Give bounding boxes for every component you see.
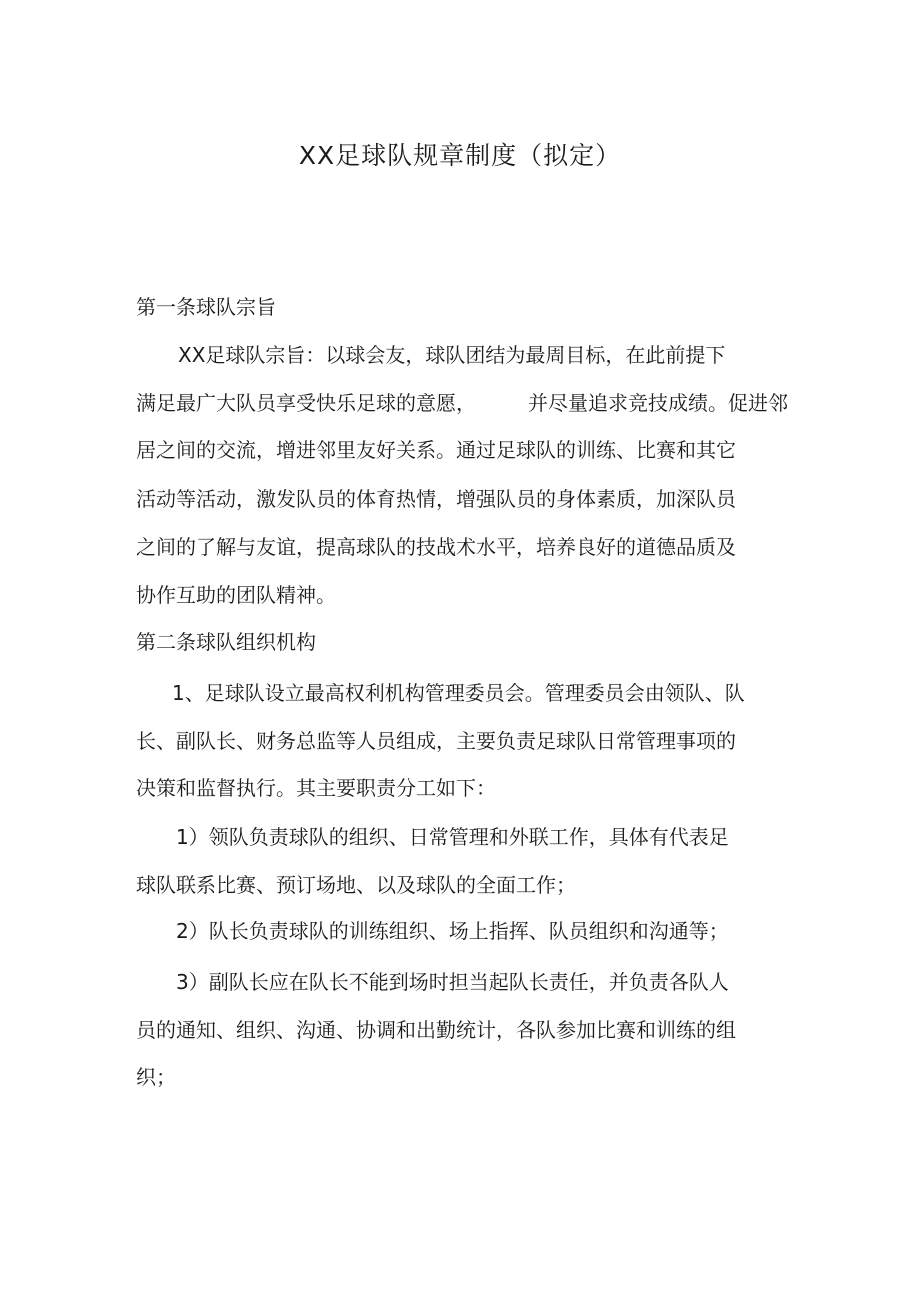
paragraph-line: XX足球队宗旨：以球会友，球队团结为最周目标，在此前提下: [178, 343, 726, 367]
paragraph-line: 织；: [136, 1065, 176, 1089]
paragraph-line: 1、足球队设立最高权利机构管理委员会。管理委员会由领队、队: [172, 681, 745, 705]
paragraph-line: 决策和监督执行。其主要职责分工如下：: [136, 776, 496, 800]
paragraph-line: 员的通知、组织、沟通、协调和出勤统计，各队参加比赛和训练的组: [136, 1018, 736, 1042]
paragraph-line: 居之间的交流，增进邻里友好关系。通过足球队的训练、比赛和其它: [136, 438, 736, 462]
paragraph-line: 活动等活动，激发队员的体育热情，增强队员的身体素质，加深队员: [136, 487, 736, 511]
paragraph-line: 之间的了解与友谊，提高球队的技战术水平，培养良好的道德品质及: [136, 535, 736, 559]
paragraph-line: 长、副队长、财务总监等人员组成，主要负责足球队日常管理事项的: [136, 729, 736, 753]
paragraph-line-part: 满足最广大队员享受快乐足球的意愿，: [136, 391, 476, 415]
paragraph-line: [136, 389, 788, 417]
paragraph-line: 1）领队负责球队的组织、日常管理和外联工作，具体有代表足: [176, 825, 729, 849]
section-heading-1: 第一条球队宗旨: [136, 295, 276, 319]
paragraph-line: 协作互助的团队精神。: [136, 583, 336, 607]
paragraph-line: 球队联系比赛、预订场地、以及球队的全面工作；: [136, 873, 576, 897]
paragraph-line: 2）队长负责球队的训练组织、场上指挥、队员组织和沟通等；: [176, 919, 729, 943]
paragraph-line: 3）副队长应在队长不能到场时担当起队长责任，并负责各队人: [176, 970, 729, 994]
paragraph-line-part: 并尽量追求竞技成绩。促进邻: [528, 391, 788, 415]
section-heading-2: 第二条球队组织机构: [136, 630, 316, 654]
document-title: XX足球队规章制度（拟定）: [298, 141, 622, 170]
